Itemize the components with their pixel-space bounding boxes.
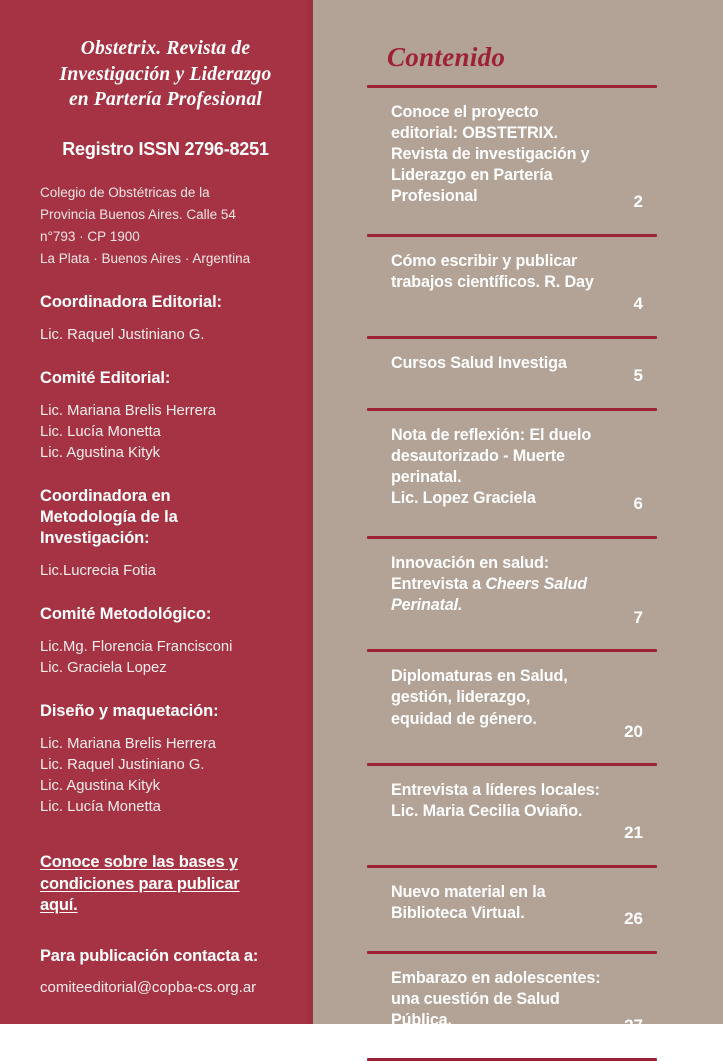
staff-section <box>40 368 291 464</box>
toc-entry[interactable] <box>367 954 657 1044</box>
staff-section-heading <box>40 368 291 389</box>
toc-entry-title-line: Entrevista a Cheers Salud <box>391 574 587 593</box>
staff-member-list <box>40 734 291 818</box>
guidelines-link-line: condiciones para publicar <box>40 874 240 893</box>
toc-entry-title-line: Pública. <box>391 1011 452 1029</box>
staff-section-heading-line: Investigación: <box>40 529 150 548</box>
toc-page-number: 7 <box>633 607 643 627</box>
staff-section <box>40 292 291 346</box>
staff-member-list <box>40 325 291 346</box>
staff-member: Lic.Mg. Florencia Francisconi <box>40 639 233 656</box>
toc-heading: Contenido <box>387 42 506 72</box>
toc-entry-title-line: Entrevista a líderes locales: <box>391 781 600 800</box>
toc-entry-title-line: Diplomaturas en Salud, <box>391 667 568 686</box>
toc-page-number: 4 <box>633 294 643 314</box>
address-line: n°793 · CP 1900 <box>40 228 140 244</box>
toc-italic-text: Cheers Salud <box>485 574 587 593</box>
staff-member: Lic. Mariana Brelis Herrera <box>40 736 216 753</box>
staff-section-heading-line: Coordinadora en <box>40 486 171 505</box>
toc-entry-title-line: Nuevo material en la <box>391 883 546 902</box>
toc-entry-title-line: Embarazo en adolescentes: <box>391 968 601 987</box>
toc-entry-title-line: gestión, liderazgo, <box>391 688 531 707</box>
address-line: La Plata · Buenos Aires · Argentina <box>40 250 251 266</box>
toc-entry[interactable] <box>367 868 657 937</box>
toc-entry-title-line: Nota de reflexión: El duelo <box>391 425 592 444</box>
issn-registration: Registro ISSN 2796-8251 <box>62 139 269 160</box>
guidelines-link-line: aquí. <box>40 896 78 915</box>
publication-guidelines-link[interactable] <box>40 852 291 916</box>
toc-entry-title-line: Revista de investigación y <box>391 145 590 164</box>
staff-member: Lic. Raquel Justiniano G. <box>40 326 205 343</box>
toc-entry[interactable] <box>367 766 657 851</box>
staff-section-heading-line: Metodología de la <box>40 507 178 526</box>
staff-section-heading <box>40 486 291 549</box>
table-of-contents-panel <box>313 0 723 1036</box>
publisher-address <box>40 182 291 269</box>
toc-page-number: 2 <box>633 192 643 212</box>
toc-entry-list <box>367 88 657 1061</box>
toc-entry-title-line: Cómo escribir y publicar <box>391 252 578 270</box>
toc-entry-title-line: Conoce el proyecto <box>391 103 539 121</box>
toc-entry-title-line: una cuestión de Salud <box>391 989 560 1008</box>
toc-entry-title-line: Lic. Maria Cecilia Oviaño. <box>391 802 583 821</box>
toc-entry-title-line: trabajos científicos. R. Day <box>391 273 594 292</box>
toc-entry-title-line: editorial: OBSTETRIX. <box>391 124 558 143</box>
address-line: Provincia Buenos Aires. Calle 54 <box>40 207 236 223</box>
toc-entry-title <box>367 553 657 616</box>
staff-member: Lic. Raquel Justiniano G. <box>40 757 205 774</box>
staff-section-heading-line: Comité Editorial: <box>40 368 171 387</box>
staff-member-list <box>40 401 291 464</box>
toc-entry-title-line: Biblioteca Virtual. <box>391 904 525 923</box>
guidelines-link-line: Conoce sobre las bases y <box>40 853 238 872</box>
contact-email[interactable]: comiteeditorial@copba-cs.org.ar <box>40 978 257 996</box>
toc-entry[interactable] <box>367 237 657 322</box>
toc-page-number: 26 <box>624 909 643 929</box>
toc-entry[interactable] <box>367 652 657 749</box>
staff-section-heading <box>40 292 291 313</box>
staff-member-list <box>40 637 291 679</box>
editorial-staff-list <box>40 292 291 819</box>
contact-heading: Para publicación contacta a: <box>40 946 259 965</box>
toc-entry-title <box>367 102 657 207</box>
toc-entry[interactable] <box>367 339 657 394</box>
toc-entry[interactable] <box>367 411 657 522</box>
toc-entry-title-line: Cursos Salud Investiga <box>391 353 567 372</box>
toc-entry[interactable] <box>367 539 657 636</box>
toc-page-number: 27 <box>624 1016 643 1036</box>
staff-member: Lic. Mariana Brelis Herrera <box>40 402 216 419</box>
staff-member: Lic. Agustina Kityk <box>40 444 161 461</box>
toc-divider <box>367 1058 657 1061</box>
toc-entry-title-line: perinatal. <box>391 467 462 486</box>
toc-entry-title <box>367 780 657 822</box>
staff-section-heading <box>40 701 291 722</box>
toc-page-number: 6 <box>633 493 643 513</box>
staff-member: Lic. Lucía Monetta <box>40 799 161 816</box>
masthead-panel <box>0 0 313 1024</box>
staff-member: Lic. Lucía Monetta <box>40 423 161 440</box>
toc-entry-title-line: equidad de género. <box>391 709 537 728</box>
toc-entry-title-line: Profesional <box>391 187 478 206</box>
toc-entry-title-line: Liderazgo en Partería <box>391 166 553 185</box>
toc-page-number: 20 <box>624 721 643 741</box>
address-line: Colegio de Obstétricas de la <box>40 185 210 201</box>
staff-section-heading-line: Coordinadora Editorial: <box>40 292 222 311</box>
toc-italic-text: Perinatal. <box>391 595 463 614</box>
journal-title-line: Obstetrix. Revista de <box>80 38 251 59</box>
staff-section <box>40 604 291 679</box>
toc-entry-title-line: Innovación en salud: <box>391 553 549 572</box>
staff-section-heading <box>40 604 291 625</box>
staff-section <box>40 486 291 582</box>
staff-member: Lic. Graciela Lopez <box>40 660 167 677</box>
journal-title-line: Investigación y Liderazgo <box>59 63 272 85</box>
toc-entry-title <box>367 666 657 729</box>
staff-section-heading-line: Comité Metodológico: <box>40 605 212 624</box>
staff-member: Lic.Lucrecia Fotia <box>40 563 156 580</box>
staff-section <box>40 701 291 818</box>
toc-entry-title-line: desautorizado - Muerte <box>391 446 565 465</box>
staff-member: Lic. Agustina Kityk <box>40 778 161 795</box>
toc-entry[interactable] <box>367 88 657 220</box>
staff-member-list <box>40 561 291 582</box>
toc-page-number: 5 <box>633 365 643 385</box>
toc-page-number: 21 <box>624 823 643 843</box>
journal-title <box>40 36 291 113</box>
toc-entry-title <box>367 251 657 293</box>
journal-title-line: en Partería Profesional <box>68 89 263 111</box>
staff-section-heading-line: Diseño y maquetación: <box>40 702 219 721</box>
toc-entry-title-line: Lic. Lopez Graciela <box>391 488 536 507</box>
